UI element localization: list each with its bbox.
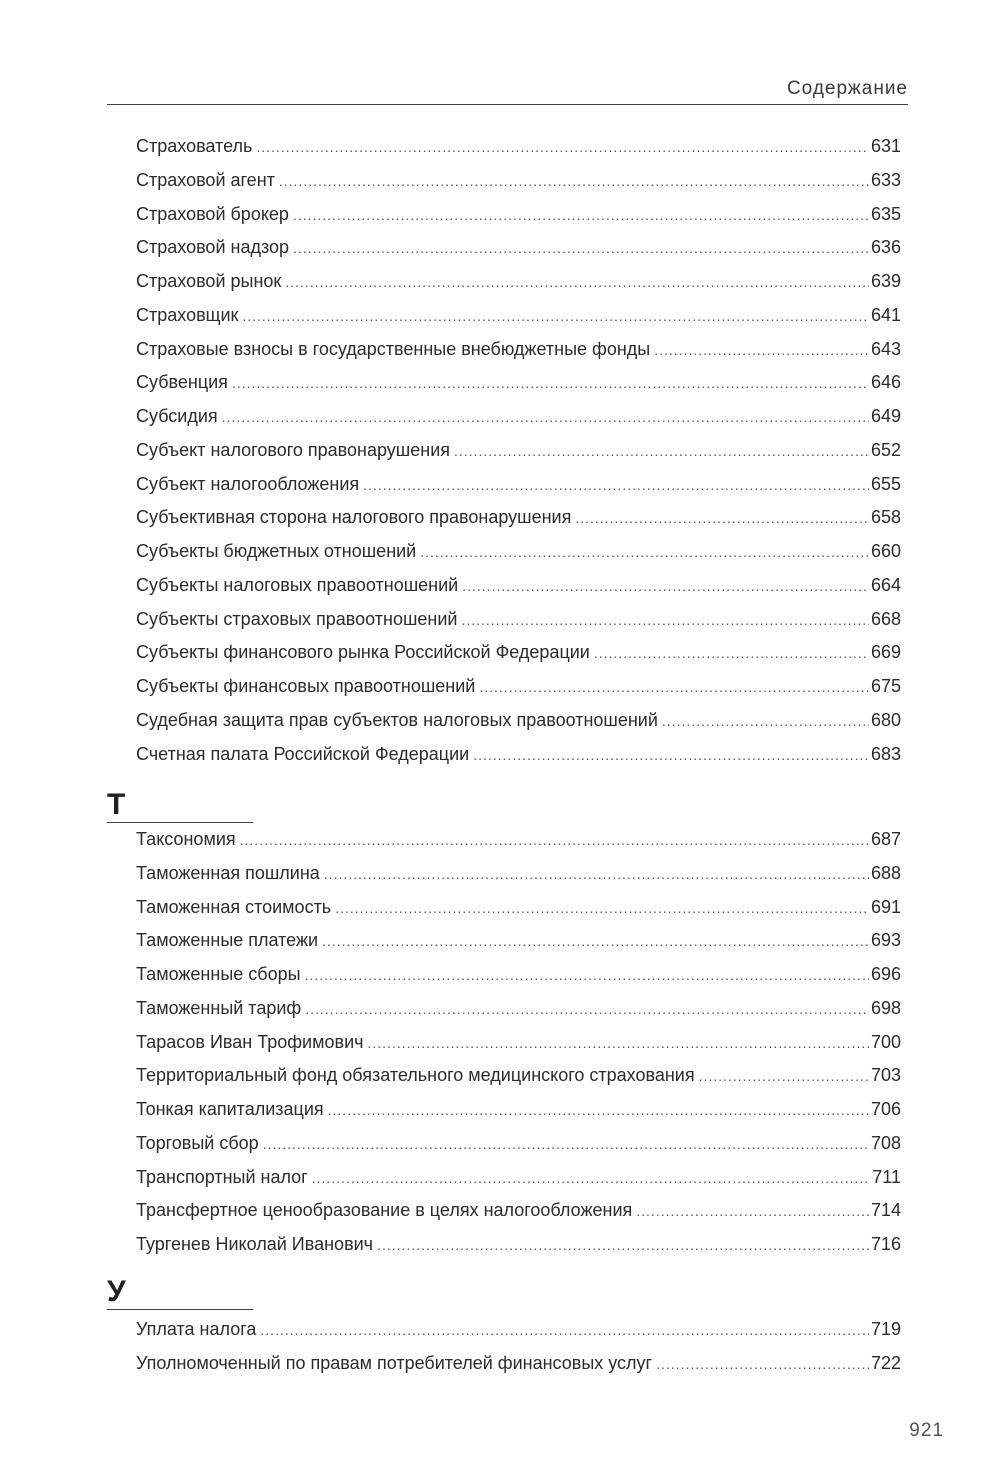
toc-leader-dots (263, 1128, 869, 1162)
section-letter-u: У (107, 1275, 126, 1308)
toc-entry-title: Субъекты финансового рынка Российской Федерации (136, 642, 590, 663)
toc-entry-page: 652 (870, 439, 901, 460)
toc-entry-page: 655 (870, 473, 901, 494)
header-rule (107, 104, 908, 105)
toc-entry (136, 366, 901, 400)
toc-entry-page: 693 (870, 930, 901, 951)
toc-leader-dots (305, 959, 869, 993)
toc-entry-page: 700 (870, 1031, 901, 1052)
toc-entry (136, 231, 901, 265)
running-header: Содержание (786, 78, 908, 99)
toc-entry-title: Уполномоченный по правам потребителей финансовых услуг (136, 1352, 653, 1373)
toc-entry (136, 1194, 901, 1228)
toc-entry (136, 1347, 901, 1381)
toc-entry-page: 698 (870, 997, 901, 1018)
toc-entry-title: Судебная защита прав субъектов налоговых правоотношений (136, 709, 658, 730)
toc-entry (136, 992, 901, 1026)
toc-leader-dots (461, 604, 868, 638)
toc-entry-title: Тургенев Николай Иванович (136, 1234, 374, 1254)
toc-leader-dots (462, 570, 869, 604)
toc-entry-page: 703 (870, 1065, 901, 1086)
toc-entry-page: 658 (870, 507, 901, 528)
toc-leader-dots (420, 536, 869, 570)
toc-entry-page: 722 (870, 1352, 901, 1373)
toc-leader-dots (293, 232, 869, 266)
toc-entry-title: Страховой надзор (136, 237, 290, 258)
toc-entry-title: Счетная палата Российской Федерации (136, 743, 470, 764)
toc-entry-title: Таксономия (136, 829, 236, 849)
toc-entry-title: Трансфертное ценообразование в целях налогообложения (136, 1200, 633, 1221)
toc-entry-page: 683 (870, 743, 901, 764)
toc-entry (136, 501, 901, 535)
toc-entry-page: 668 (870, 608, 901, 629)
toc-leader-dots (363, 469, 869, 503)
toc-entry-title: Территориальный фонд обязательного медицинского страхования (136, 1065, 695, 1086)
toc-entry (136, 333, 901, 367)
toc-entry-title: Страховой рынок (136, 271, 282, 291)
toc-leader-dots (575, 502, 869, 536)
toc-leader-dots (312, 1162, 871, 1196)
toc-entry-page: 706 (870, 1099, 901, 1119)
toc-leader-dots (242, 300, 869, 334)
toc-entry (136, 400, 901, 434)
section-rule-u (107, 1309, 253, 1310)
toc-leader-dots (335, 892, 869, 926)
toc-leader-dots (479, 671, 869, 705)
toc-entry-title: Субсидия (136, 406, 218, 426)
toc-leader-dots (305, 993, 869, 1027)
toc-entry (136, 823, 901, 857)
toc-entry-page: 687 (870, 829, 901, 849)
toc-leader-dots (256, 131, 869, 165)
toc-leader-dots (328, 1094, 869, 1128)
toc-entry-title: Тонкая капитализация (136, 1099, 324, 1119)
toc-entry-page: 643 (870, 338, 901, 359)
toc-entry (136, 1228, 901, 1262)
toc-leader-dots (662, 705, 869, 739)
toc-entry-page: 719 (870, 1319, 901, 1339)
toc-entry-page: 696 (870, 964, 901, 984)
toc-entry (136, 1026, 901, 1060)
toc-entry-page: 714 (870, 1200, 901, 1221)
toc-entry-title: Уплата налога (136, 1319, 257, 1339)
toc-entry-title: Страхователь (136, 136, 253, 156)
toc-entry-title: Страховые взносы в государственные внебюджетные фонды (136, 338, 651, 359)
toc-entry-title: Тарасов Иван Трофимович (136, 1031, 364, 1052)
toc-entry-title: Таможенный тариф (136, 997, 302, 1018)
toc-entry-page: 691 (870, 896, 901, 917)
toc-entry-page: 660 (870, 541, 901, 561)
toc-entry-title: Таможенная стоимость (136, 896, 332, 917)
toc-entry-page: 646 (870, 372, 901, 393)
toc-entry-title: Субъект налогового правонарушения (136, 439, 450, 460)
toc-entry-page: 664 (870, 574, 901, 595)
toc-entry (136, 670, 901, 704)
toc-leader-dots (285, 266, 869, 300)
toc-entry (136, 164, 901, 198)
toc-leader-dots (222, 401, 869, 435)
toc-entry-page: 716 (870, 1234, 901, 1254)
toc-entry-page: 708 (870, 1132, 901, 1153)
toc-entry-page: 675 (870, 676, 901, 696)
toc-section-t (136, 823, 901, 1262)
toc-entry-title: Страховщик (136, 304, 239, 325)
toc-entry (136, 535, 901, 569)
toc-entry (136, 265, 901, 299)
toc-entry-page: 711 (872, 1166, 901, 1187)
toc-entry-title: Субъект налогообложения (136, 473, 360, 494)
toc-entry (136, 738, 901, 772)
toc-entry-title: Субъекты бюджетных отношений (136, 541, 417, 561)
toc-entry-page: 633 (870, 169, 901, 190)
toc-entry-title: Транспортный налог (136, 1166, 308, 1187)
page-number: 921 (909, 1420, 944, 1441)
toc-entry-title: Таможенные платежи (136, 930, 319, 951)
toc-entry-title: Субъекты финансовых правоотношений (136, 676, 476, 696)
toc-leader-dots (232, 367, 869, 401)
toc-leader-dots (240, 824, 869, 858)
toc-entry-page: 649 (870, 406, 901, 426)
toc-entry-title: Торговый сбор (136, 1132, 259, 1153)
toc-entry-title: Таможенные сборы (136, 964, 301, 984)
toc-leader-dots (377, 1229, 869, 1263)
toc-leader-dots (368, 1027, 869, 1061)
toc-section-u (136, 1313, 901, 1381)
toc-entry (136, 434, 901, 468)
toc-entry (136, 891, 901, 925)
toc-entry (136, 1127, 901, 1161)
toc-entry-title: Субъекты страховых правоотношений (136, 608, 458, 629)
toc-entry (136, 924, 901, 958)
toc-leader-dots (636, 1195, 869, 1229)
section-letter-t: Т (107, 788, 126, 821)
toc-leader-dots (324, 858, 869, 892)
toc-leader-dots (454, 435, 869, 469)
toc-leader-dots (656, 1348, 869, 1382)
toc-entry-title: Субъективная сторона налогового правонарушения (136, 507, 572, 528)
toc-leader-dots (699, 1060, 869, 1094)
toc-leader-dots (260, 1314, 869, 1348)
toc-entry-page: 631 (870, 136, 901, 156)
toc-entry (136, 130, 901, 164)
toc-entry (136, 1059, 901, 1093)
toc-leader-dots (293, 199, 869, 233)
toc-entry (136, 299, 901, 333)
toc-entry-title: Субъекты налоговых правоотношений (136, 574, 459, 595)
toc-entry (136, 958, 901, 992)
toc-entry-page: 641 (870, 304, 901, 325)
toc-section-s (136, 130, 901, 771)
toc-entry-title: Таможенная пошлина (136, 862, 320, 883)
toc-leader-dots (594, 637, 869, 671)
toc-entry-page: 680 (870, 709, 901, 730)
toc-entry (136, 636, 901, 670)
toc-entry (136, 704, 901, 738)
toc-entry-page: 688 (870, 862, 901, 883)
toc-entry-page: 636 (870, 237, 901, 258)
toc-entry-page: 639 (870, 271, 901, 291)
toc-entry-page: 669 (870, 642, 901, 663)
toc-entry (136, 198, 901, 232)
toc-entry (136, 1161, 901, 1195)
toc-entry (136, 569, 901, 603)
toc-leader-dots (654, 334, 869, 368)
toc-entry (136, 857, 901, 891)
toc-leader-dots (473, 739, 869, 773)
toc-entry-page: 635 (870, 203, 901, 224)
toc-entry (136, 468, 901, 502)
toc-entry-title: Страховой брокер (136, 203, 289, 224)
toc-entry (136, 603, 901, 637)
toc-entry (136, 1093, 901, 1127)
toc-entry-title: Страховой агент (136, 169, 275, 190)
toc-entry (136, 1313, 901, 1347)
toc-leader-dots (279, 165, 869, 199)
toc-leader-dots (322, 925, 869, 959)
toc-entry-title: Субвенция (136, 372, 228, 393)
